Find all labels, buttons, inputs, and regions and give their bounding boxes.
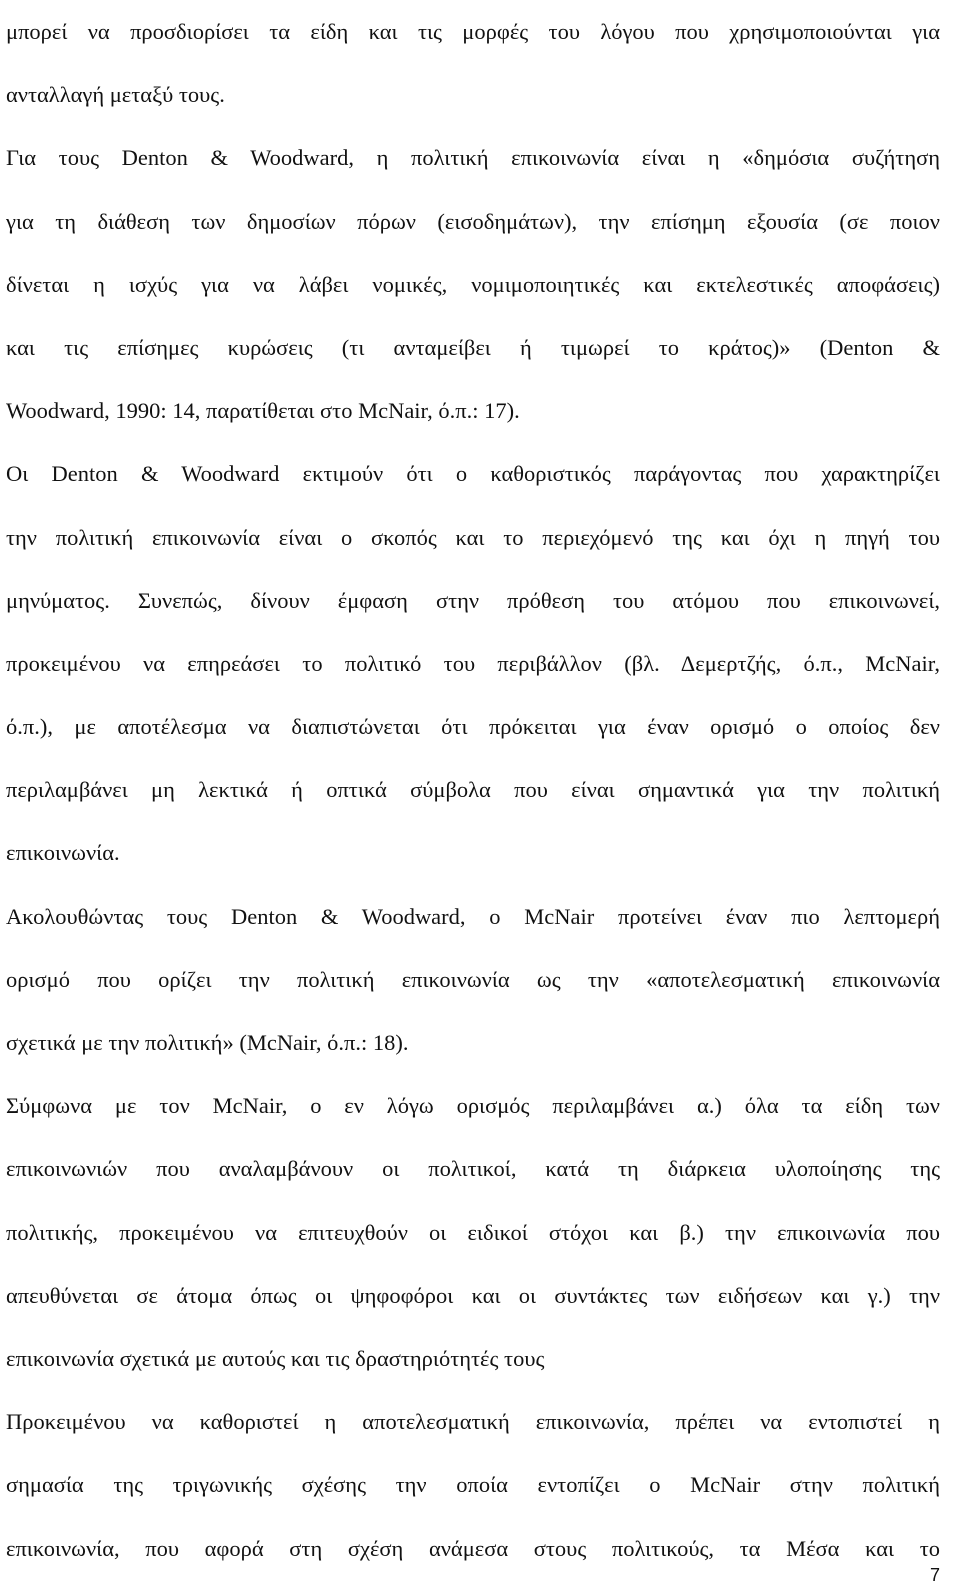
text-line: δίνεται η ισχύς για να λάβει νομικές, νομιμοποιητικές και εκτελεστικές αποφάσεις) [6,271,940,297]
text-line: προκειμένου να επηρεάσει το πολιτικό του περιβάλλον (βλ. Δεμερτζής, ό.π., McNair, [6,650,940,676]
text-line: ό.π.), με αποτέλεσμα να διαπιστώνεται ότι πρόκειται για έναν ορισμό ο οποίος δεν [6,714,940,740]
text-line: και τις επίσημες κυρώσεις (τι ανταμείβει ή τιμωρεί το κράτος)» (Denton & [6,334,940,360]
page-number: 7 [929,1565,940,1585]
text-line: πολιτικής, προκειμένου να επιτευχθούν οι ειδικοί στόχοι και β.) την επικοινωνία που [6,1219,940,1245]
text-line: επικοινωνία, που αφορά στη σχέση ανάμεσα στους πολιτικούς, τα Μέσα και το [6,1535,940,1561]
text-line: Ακολουθώντας τους Denton & Woodward, ο McNair προτείνει έναν πιο λεπτομερή [6,903,940,929]
text-line: περιλαμβάνει μη λεκτικά ή οπτικά σύμβολα που είναι σημαντικά για την πολιτική [6,777,940,803]
text-line: μηνύματος. Συνεπώς, δίνουν έμφαση στην πρόθεση του ατόμου που επικοινωνεί, [6,587,940,613]
text-line: Οι Denton & Woodward εκτιμούν ότι ο καθοριστικός παράγοντας που χαρακτηρίζει [6,461,940,487]
text-line: Για τους Denton & Woodward, η πολιτική επικοινωνία είναι η «δημόσια συζήτηση [6,145,940,171]
text-line: απευθύνεται σε άτομα όπως οι ψηφοφόροι και οι συντάκτες των ειδήσεων και γ.) την [6,1282,940,1308]
document-page [6,0,940,1580]
text-line: σημασία της τριγωνικής σχέσης την οποία εντοπίζει ο McNair στην πολιτική [6,1472,940,1498]
text-line: Σύμφωνα με τον McNair, ο εν λόγω ορισμός περιλαμβάνει α.) όλα τα είδη των [6,1093,940,1119]
text-line: επικοινωνία. [6,840,120,866]
text-line: μπορεί να προσδιορίσει τα είδη και τις μορφές του λόγου που χρησιμοποιούνται για [6,19,940,44]
text-line: επικοινωνία σχετικά με αυτούς και τις δραστηριότητές τους [6,1345,545,1371]
text-line: Προκειμένου να καθοριστεί η αποτελεσματική επικοινωνία, πρέπει να εντοπιστεί η [6,1409,940,1435]
text-line: ορισμό που ορίζει την πολιτική επικοινωνία ως την «αποτελεσματική επικοινωνία [6,966,940,992]
text-line: σχετικά με την πολιτική» (McNair, ό.π.: 18). [6,1030,409,1055]
text-line: Woodward, 1990: 14, παρατίθεται στο McNair, ό.π.: 17). [6,398,520,424]
text-line: ανταλλαγή μεταξύ τους. [6,82,225,108]
text-line: την πολιτική επικοινωνία είναι ο σκοπός και το περιεχόμενό της και όχι η πηγή του [6,524,940,550]
text-line: επικοινωνιών που αναλαμβάνουν οι πολιτικοί, κατά τη διάρκεια υλοποίησης της [6,1156,940,1182]
text-line: για τη διάθεση των δημοσίων πόρων (εισοδημάτων), την επίσημη εξουσία (σε ποιον [6,208,940,234]
